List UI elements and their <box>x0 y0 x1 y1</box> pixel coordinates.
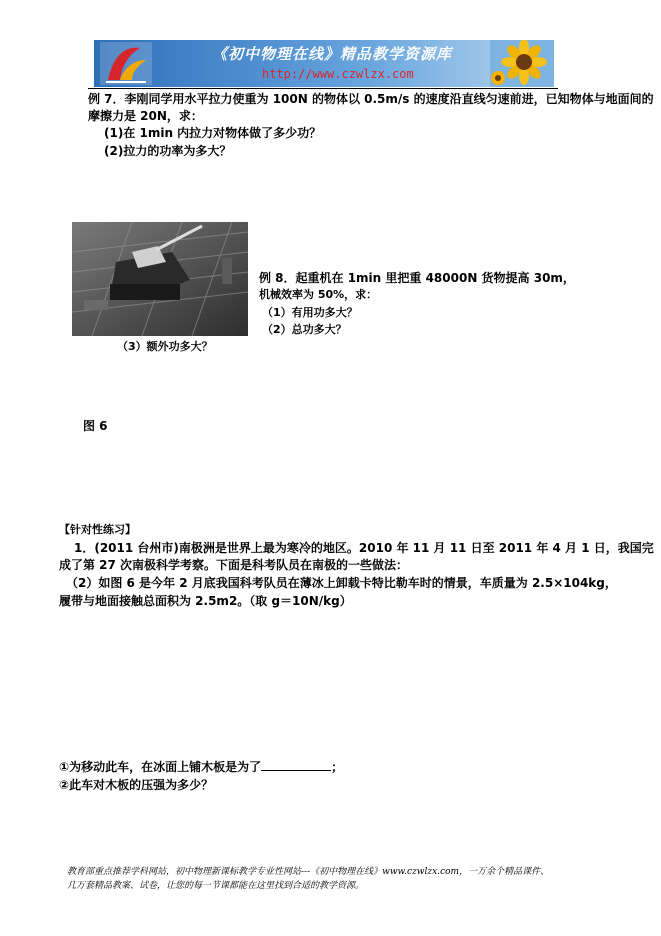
site-logo <box>100 42 152 85</box>
banner-title: 《初中物理在线》精品教学资源库 <box>212 45 453 63</box>
practice2-line1: （2）如图 6 是今年 2 月底我国科考队员在薄冰上卸载卡特比勒车时的情景，车质量为 2.5×104kg， <box>66 576 617 590</box>
practice-question1 <box>59 758 343 775</box>
practice1-line2: 成了第 27 次南极科学考察。下面是科考队员在南极的一些做法： <box>59 558 409 572</box>
practice-question1-end: ； <box>331 760 344 774</box>
example8-line2: 机械效率为 50%，求： <box>259 288 378 301</box>
practice-question1-text: ①为移动此车，在冰面上铺木板是为了 <box>59 760 262 774</box>
answer-blank[interactable] <box>261 758 331 771</box>
practice2-line2: 履带与地面接触总面积为 2.5m2。（取 g＝10N/kg） <box>59 594 352 608</box>
example7-line1: 例 7．李刚同学用水平拉力使重为 100N 的物体以 0.5m/s 的速度沿直线匀速前进，已知物体与地面间的 <box>88 92 654 106</box>
footer-line1: 教育部重点推荐学科网站，初中物理新课标教学专业性网站---《初中物理在线》www.czwlzx.com，一万余个精品课件、 <box>67 867 550 877</box>
practice1-line1: 1．(2011 台州市)南极洲是世界上最为寒冷的地区。2010 年 11 月 11 日至 2011 年 4 月 1 日，我国完 <box>74 541 654 555</box>
crane-photo-image <box>72 222 248 336</box>
example8-question1: （1）有用功多大？ <box>262 306 358 319</box>
figure-label: 图 6 <box>83 419 108 433</box>
example7-line2: 摩擦力是 20N，求： <box>88 109 203 123</box>
example8-question3: （3）额外功多大？ <box>117 340 213 353</box>
header-banner <box>94 40 554 87</box>
crane-photo <box>72 222 248 336</box>
example8-question2: （2）总功多大？ <box>262 323 347 336</box>
sunflower-image <box>490 40 554 87</box>
practice-question2: ②此车对木板的压强为多少？ <box>59 778 214 792</box>
example7-question2: (2)拉力的功率为多大？ <box>104 144 232 158</box>
footer-line2: 几万套精品教案、试卷，让您的每一节课都能在这里找到合适的教学资源。 <box>67 881 365 891</box>
practice-heading: 【针对性练习】 <box>59 523 136 536</box>
header-rule <box>88 88 558 89</box>
example8-line1: 例 8．起重机在 1min 里把重 48000N 货物提高 30m， <box>259 271 575 285</box>
example7-question1: (1)在 1min 内拉力对物体做了多少功？ <box>104 126 322 140</box>
banner-url[interactable]: http://www.czwlzx.com <box>262 67 414 81</box>
